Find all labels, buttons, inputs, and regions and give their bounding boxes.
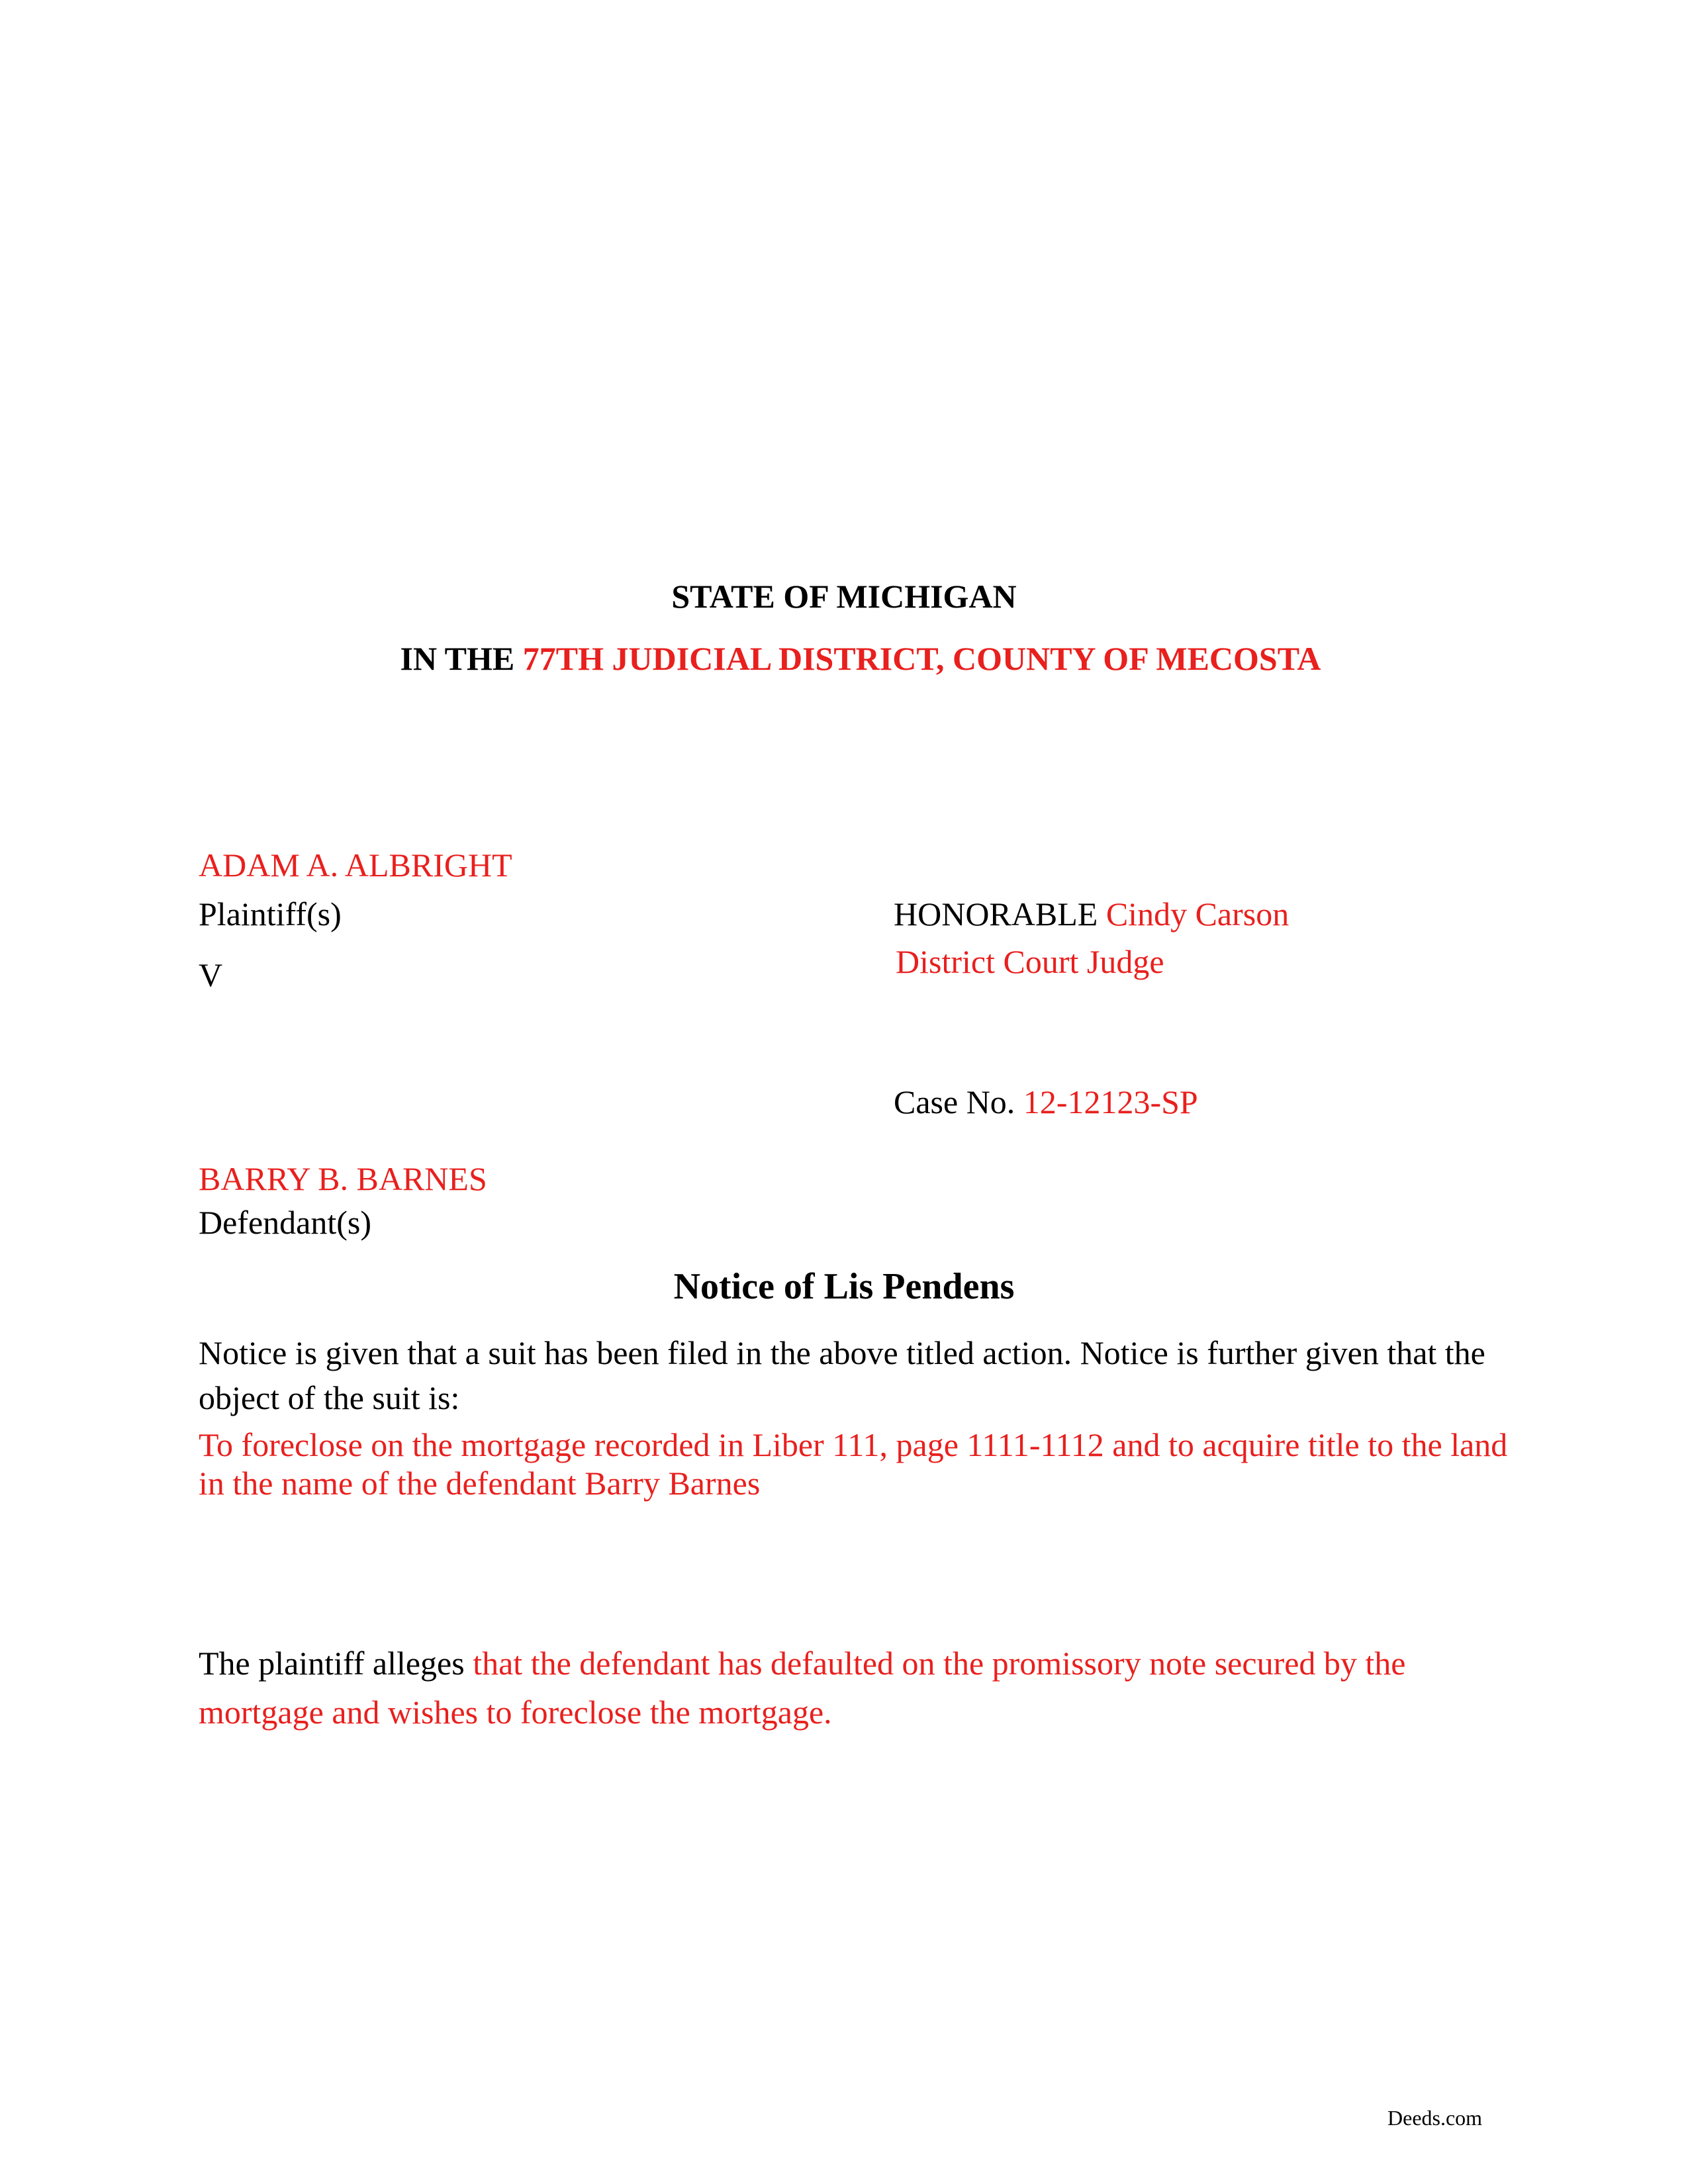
plaintiff-name: ADAM A. ALBRIGHT	[199, 846, 512, 884]
notice-intro-paragraph: Notice is given that a suit has been filed in the above titled action. Notice is further given that the object of the suit is:	[199, 1334, 1485, 1416]
court-prefix: IN THE	[400, 640, 515, 677]
court-heading	[17, 639, 1688, 678]
plaintiff-label: Plaintiff(s)	[199, 895, 342, 933]
case-number-line	[894, 1083, 1198, 1121]
suit-object-paragraph: To foreclose on the mortgage recorded in Liber 111, page 1111-1112 and to acquire title to the land in the name of the defendant Barry Barnes	[199, 1426, 1508, 1502]
state-heading: STATE OF MICHIGAN	[671, 578, 1017, 615]
defendant-name: BARRY B. BARNES	[199, 1160, 487, 1197]
alleges-prefix: The plaintiff alleges	[199, 1645, 465, 1682]
versus-label: V	[199, 956, 223, 993]
case-prefix: Case No.	[894, 1083, 1015, 1120]
case-number: 12-12123-SP	[1023, 1083, 1198, 1120]
allegation-paragraph	[199, 1639, 1523, 1737]
judge-line	[894, 895, 1289, 933]
judge-title: District Court Judge	[896, 943, 1164, 980]
defendant-label: Defendant(s)	[199, 1204, 371, 1241]
notice-title: Notice of Lis Pendens	[673, 1266, 1015, 1307]
judge-name: Cindy Carson	[1105, 895, 1289, 933]
alleges-text: that the defendant has defaulted on the promissory note secured by the mortgage and wishes to foreclose the mortgage.	[199, 1645, 1406, 1731]
judge-prefix: HONORABLE	[894, 895, 1098, 933]
court-district: 77TH JUDICIAL DISTRICT, COUNTY OF MECOSTA	[522, 640, 1321, 677]
footer-brand: Deeds.com	[1387, 2106, 1483, 2130]
